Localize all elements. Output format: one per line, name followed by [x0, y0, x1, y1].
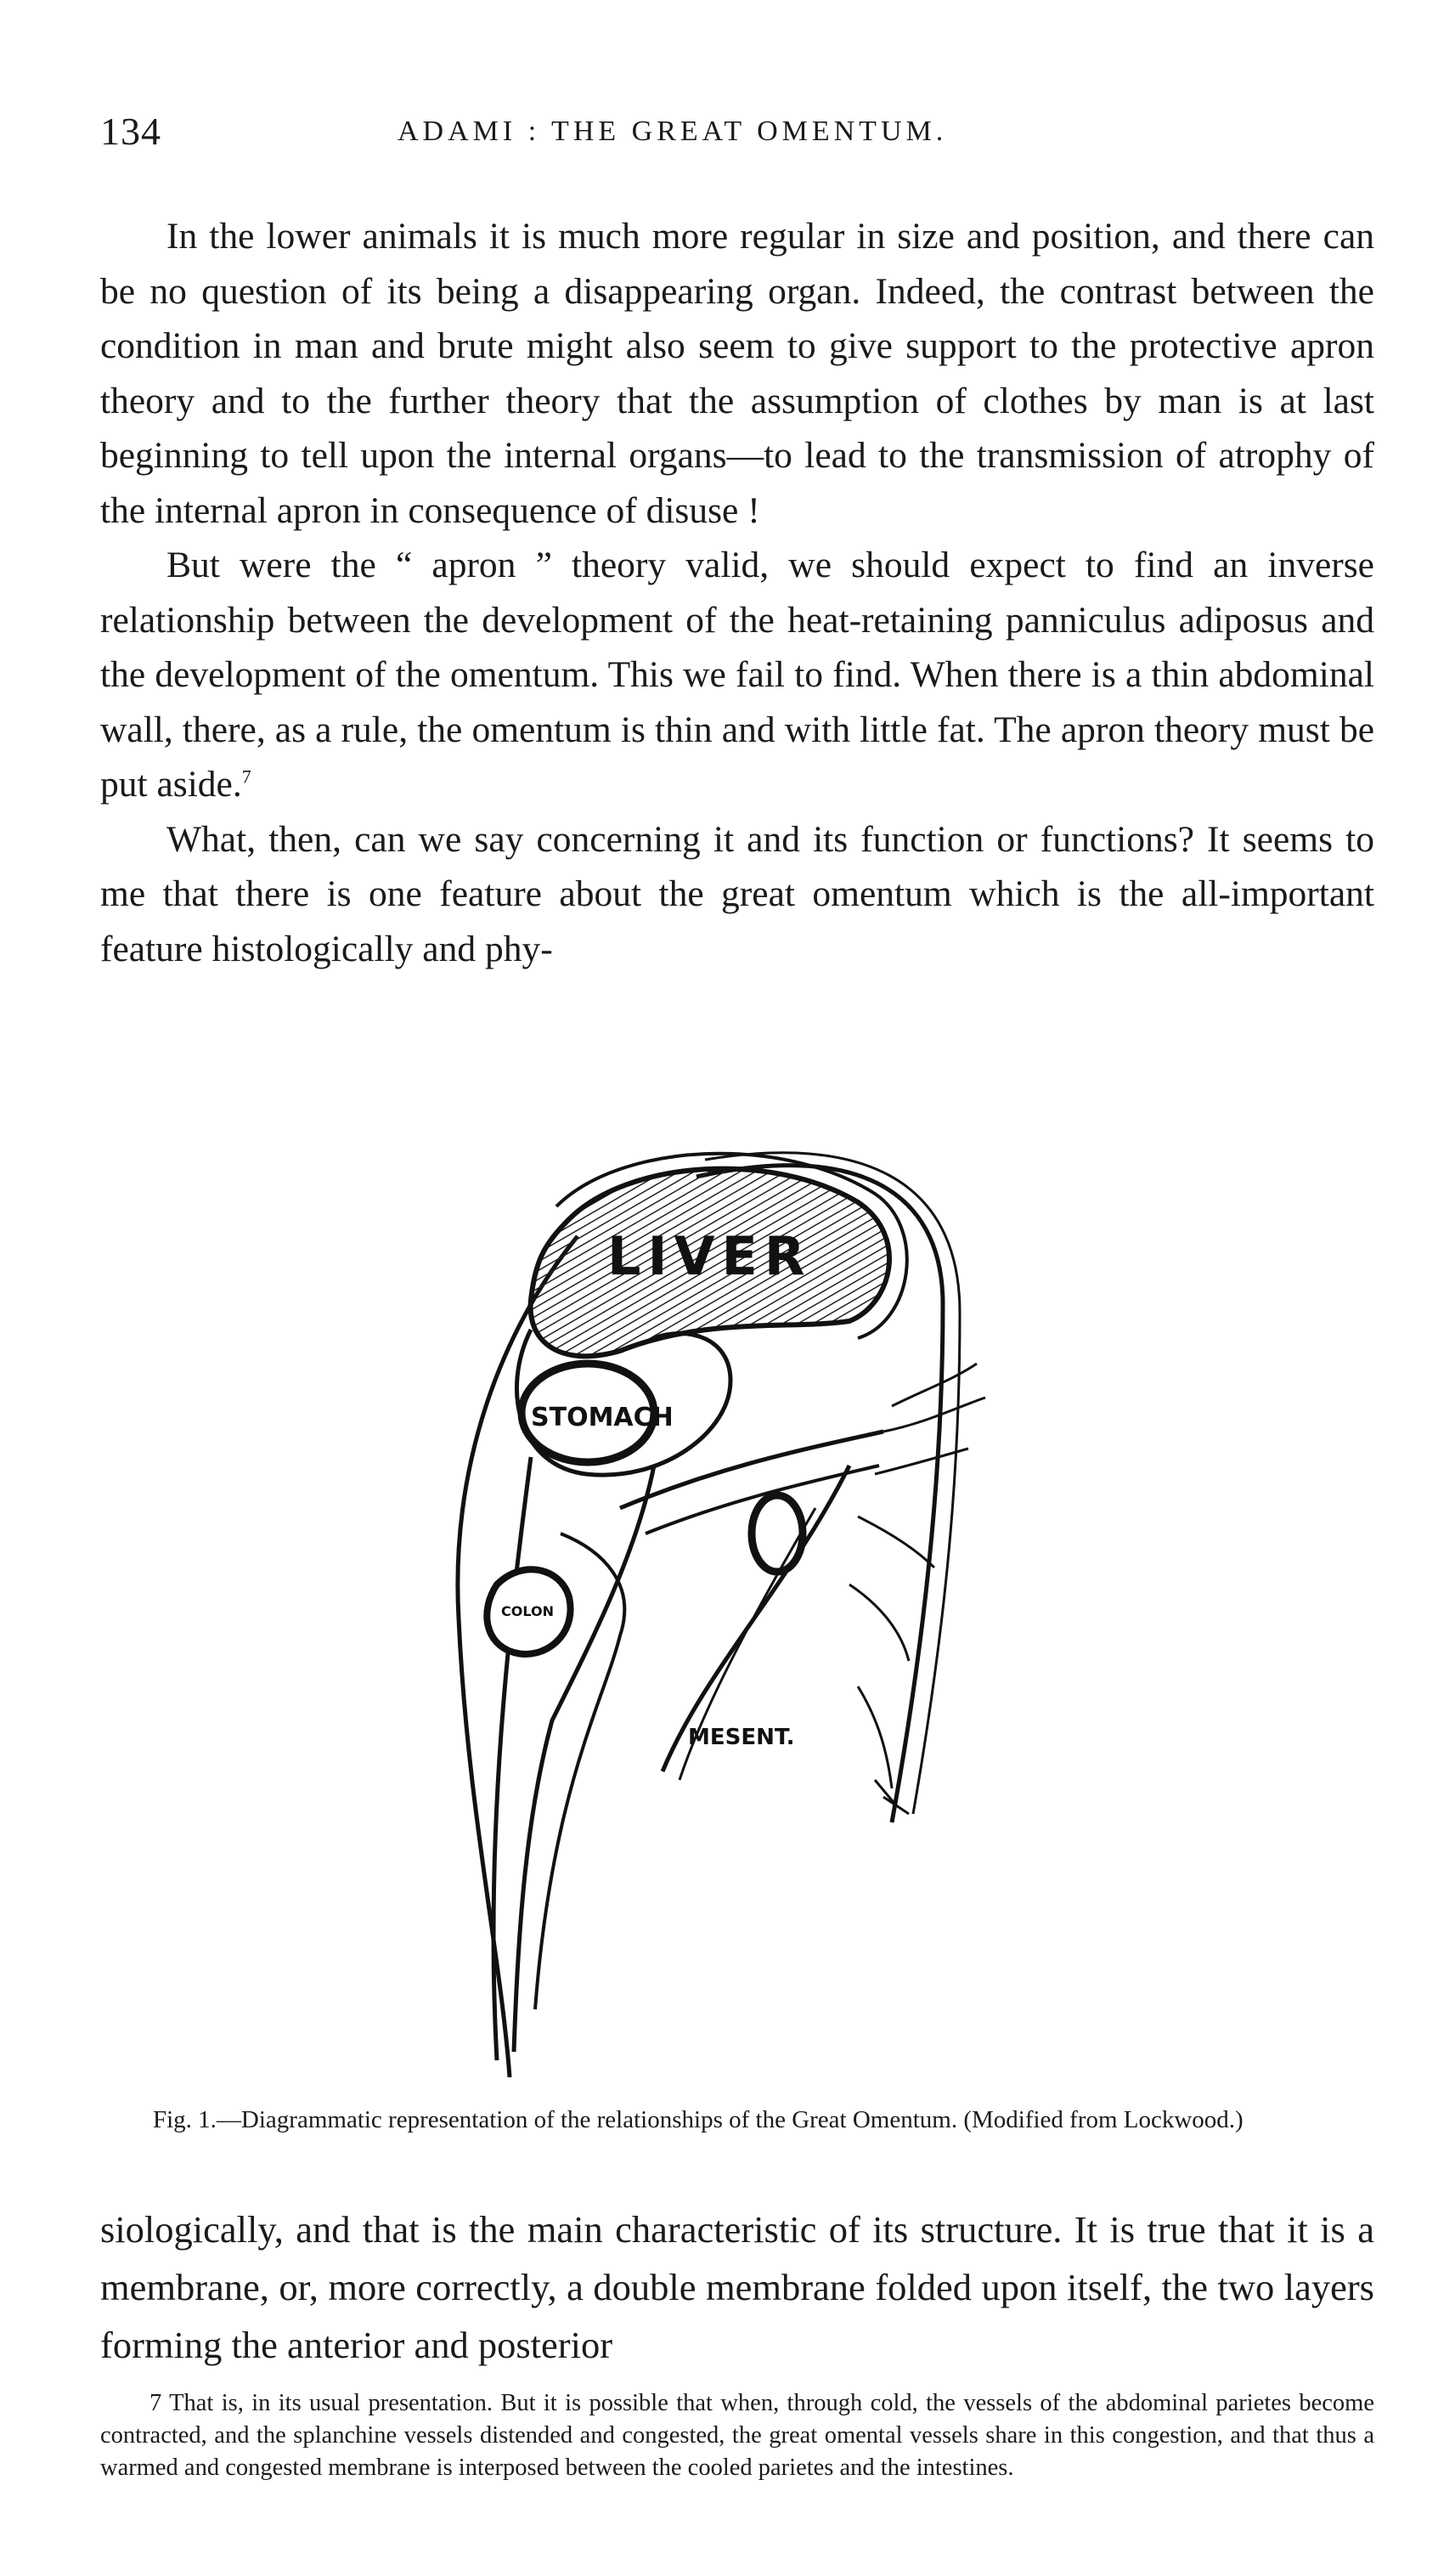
body-text-bottom [100, 2200, 1374, 2374]
omentum-diagram [450, 1109, 1062, 2099]
label-mesentery: MESENT. [688, 1725, 795, 1750]
paragraph: siologically, and that is the main characteristic of its structure. It is true that it is a membrane, or, more correctly, a double membrane folded upon itself, the two layers forming the anterior and posterior [100, 2208, 1374, 2366]
spine-vessels [849, 1364, 985, 1814]
footnote-number: 7 [149, 2390, 162, 2416]
caption-text: Fig. 1.—Diagrammatic representation of the relationships of the Great Omentum. (Modified from Lockwood.) [153, 2106, 1244, 2133]
figure-caption [100, 2103, 1374, 2137]
label-colon: COLON [501, 1603, 554, 1619]
paragraph: What, then, can we say concerning it and its function or functions? It seems to me that there is one feature about the great omentum which is the all-important feature histologically and phy- [100, 818, 1374, 969]
footnote-text: That is, in its usual presentation. But it is possible that when, through cold, the vessels of the abdominal parietes become contracted, and the splanchine vessels distended and congested, the great omental vessels share in this congestion, and that thus a warmed and congested membrane is interposed between the cooled parietes and the intestines. [100, 2390, 1374, 2481]
footnote-marker: 7 [241, 765, 251, 788]
paragraph [100, 538, 1374, 812]
label-liver: LIVER [607, 1225, 812, 1287]
great-omentum-posterior-fold [514, 1466, 654, 2052]
figure-omentum-diagram [450, 1109, 1062, 2099]
body-text-top [100, 209, 1374, 976]
footnote-paragraph [100, 2387, 1374, 2484]
page-header [100, 109, 1374, 160]
footnote [100, 2387, 1374, 2484]
paragraph-text: But were the “ apron ” theory valid, we should expect to find an inverse relationship between the development of the heat-retaining panniculus adiposus and the development of the omentum. This we fail to find. When there is a thin abdominal wall, there, as a rule, the omentum is thin and with little fat. The apron theory must be put aside. [100, 545, 1374, 805]
running-title: ADAMI : THE GREAT OMENTUM. [398, 116, 948, 147]
label-stomach: STOMACH [531, 1403, 674, 1432]
paragraph: In the lower animals it is much more regular in size and position, and there can be no question of its being a disappearing organ. Indeed, the contrast between the condition in man and brute might also seem to give support to the protective apron theory and to the further theory that the assumption of clothes by man is at last beginning to tell upon the internal organs—to lead to the transmission of atrophy of the internal apron in consequence of disuse ! [100, 216, 1374, 531]
page-number: 134 [100, 110, 161, 153]
